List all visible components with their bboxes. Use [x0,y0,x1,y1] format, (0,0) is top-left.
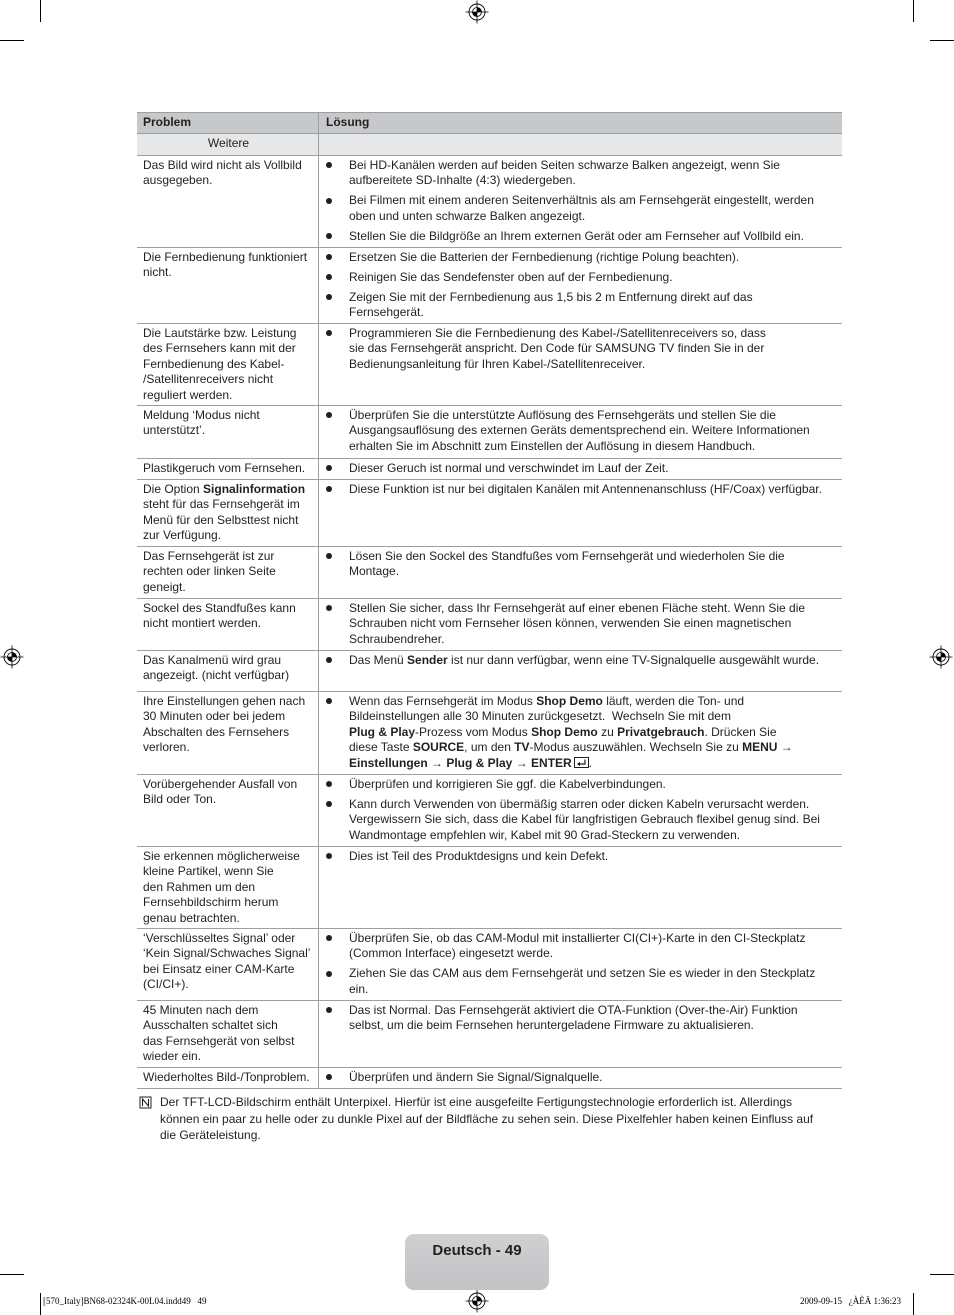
problem-cell [137,599,318,650]
enter-icon [574,757,589,768]
solution-item [319,694,838,772]
solution-item [319,229,838,245]
bullet-icon [326,1007,332,1013]
text-line: kleine Partikel, wenn Sie [143,864,274,878]
text-line: Zeigen Sie mit der Fernbedienung aus 1,5 bis 2 m Entfernung direkt auf das [349,289,753,304]
problem-cell [137,1001,318,1067]
problem-cell [137,406,318,458]
bold-text: Signalinformation [203,481,306,496]
header-problem: Problem [143,114,192,129]
crop-mark [913,0,914,22]
crop-mark [913,1293,914,1315]
text-line: Die Fernbedienung funktioniert [143,249,308,264]
text-line: oben und unten schwarze Balken angezeigt. [349,208,586,223]
registration-mark-icon [465,1289,489,1313]
registration-mark-icon [929,645,953,669]
print-slug-file: [570_Italy]BN68-02324K-00L04.indd49 49 [43,1296,207,1306]
bullet-icon [326,198,332,204]
text-line: Kann durch Verwenden von übermäßig starren oder dicken Kabeln verursacht werden. [349,796,810,811]
table-row [137,691,842,774]
solution-item [319,290,838,321]
text-line: selbst, um die beim Fernsehen heruntergeladene Firmware zu aktualisieren. [349,1018,754,1032]
problem-cell [137,248,318,323]
solution-item [319,270,838,286]
table-row [137,546,842,598]
solution-cell [318,1001,842,1067]
text-line: Bildeinstellungen alle 30 Minuten zurückgesetzt. Wechseln Sie mit dem [349,709,731,723]
solution-item [319,653,838,669]
crop-mark [930,1274,954,1275]
text-line: nicht. [143,265,172,279]
crop-mark [0,1274,24,1275]
text-line: ausgegeben. [143,173,213,187]
text-line: Wiederholtes Bild-/Tonproblem. [143,1069,310,1084]
solution-cell [318,547,842,598]
text-line [143,482,314,498]
text-line: ein. [349,981,369,996]
text-segment: zu [597,724,618,739]
text-line: Das Bild wird nicht als Vollbild [143,157,302,172]
table-row [137,650,842,691]
text-line: Ziehen Sie das CAM aus dem Fernsehgerät und setzen Sie es wieder in den Steckplatz [349,966,816,980]
solution-item [319,601,838,648]
table-row [137,1067,842,1089]
text-line: Ihre Einstellungen gehen nach [143,693,306,708]
bold-text: Plug & Play [349,724,416,739]
table-row [137,598,842,650]
text-line: steht für das Fernsehgerät im [143,497,300,511]
text-line: aufbereitete SD-Inhalte (4:3) wiedergeben. [349,173,576,187]
text-segment: ist nur dann verfügbar, wenn eine TV-Signalquelle ausgewählt wurde. [447,652,820,667]
bold-text: TV [514,740,530,754]
solution-item [319,158,838,189]
note-text [160,1094,813,1144]
page-number-label: Deutsch - 49 [432,1242,522,1259]
solution-item [319,326,838,373]
text-line: Das Fernsehgerät ist zur [143,548,275,563]
solution-item [319,797,838,844]
bullet-icon [326,698,332,704]
text-line: Ausgangsauflösung des externen Geräts dementsprechend ein. Weitere Informationen [349,423,810,437]
text-line: bei Einsatz einer CAM-Karte [143,961,295,976]
bullet-icon [326,853,332,859]
solution-cell [318,692,842,774]
solution-item [319,549,838,580]
bold-text: Shop Demo [531,724,598,739]
text-line: Plastikgeruch vom Fernsehen. [143,460,306,475]
text-line: Bei HD-Kanälen werden auf beiden Seiten schwarze Balken angezeigt, wenn Sie [349,157,780,172]
text-line: Schrauben nicht vom Fernseher lösen können, verwenden Sie einen magnetischen [349,616,792,630]
problem-cell [137,1068,318,1088]
text-line: Abschalten des Fernsehers [143,724,290,739]
solution-item [319,931,838,962]
text-line: 30 Minuten oder bei jedem [143,709,286,723]
solution-cell [318,459,842,479]
section-empty-cell [318,134,842,155]
solution-cell [318,480,842,546]
header-solution: Lösung [318,113,842,133]
bold-text: SOURCE [412,740,465,754]
text-line: Dies ist Teil des Produktdesigns und kein Defekt. [349,848,609,863]
registration-mark-icon [465,0,489,24]
text-line: (Common Interface) eingesetzt werde. [349,946,554,960]
bullet-icon [326,412,332,418]
solution-cell [318,775,842,846]
bullet-icon [326,254,332,260]
solution-item [319,1003,838,1034]
note-line: können ein paar zu helle oder zu dunkle Pixel auf der Bildfläche zu sehen sein. Diese Pixelfehler haben keinen Einfluss auf [160,1111,814,1126]
solution-cell [318,324,842,405]
solution-item [319,408,838,455]
text-line: Fernsehgerät. [349,305,424,319]
bold-text: Shop Demo [536,693,603,708]
text-line [349,740,838,756]
text-line: Bild oder Ton. [143,792,217,806]
text-line: Sie erkennen möglicherweise [143,848,300,863]
text-line: sie das Fernsehgerät anspricht. Den Code für SAMSUNG TV finden Sie in der [349,341,765,355]
note-icon [139,1096,152,1109]
text-line: Programmieren Sie die Fernbedienung des Kabel-/Satellitenreceivers so, dass [349,325,766,340]
table-row [137,155,842,247]
text-line: Ersetzen Sie die Batterien der Fernbedienung (richtige Polung beachten). [349,249,740,264]
problem-cell [137,929,318,1000]
bullet-icon [326,935,332,941]
table-row [137,928,842,1000]
bold-text: Sender [407,652,448,667]
text-line: Überprüfen Sie die unterstützte Auflösung des Fernsehgeräts und stellen Sie die [349,407,776,422]
bullet-icon [326,1074,332,1080]
text-line: Menü für den Selbsttest nicht [143,512,299,527]
table-row [137,846,842,928]
text-line: rechten oder linken Seite [143,564,276,578]
table-header-row [137,112,842,133]
text-line: ‘Kein Signal/Schwaches Signal’ [143,946,311,960]
text-line: Überprüfen Sie, ob das CAM-Modul mit installierter CI(CI+)-Karte in den CI-Steckplatz [349,930,806,945]
bullet-icon [326,486,332,492]
text-segment: läuft, werden die Ton- und [602,693,745,708]
text-line: nicht montiert werden. [143,616,262,630]
text-line: Die Lautstärke bzw. Leistung [143,325,297,340]
bullet-icon [326,274,332,280]
text-segment: -Prozess vom Modus [415,724,532,739]
problem-cell [137,847,318,928]
bold-text: Einstellungen → Plug & Play → ENTER [349,755,572,770]
bullet-icon [326,162,332,168]
table-row [137,323,842,405]
table-body [137,155,842,1089]
print-slug-date: 2009-09-15 ¿ÀÈÄ 1:36:23 [800,1296,901,1306]
section-label: Weitere [207,135,250,150]
text-line: Montage. [349,564,400,578]
bullet-icon [326,657,332,663]
troubleshooting-table [137,112,842,1089]
solution-cell [318,156,842,247]
text-line: Vergewissern Sie sich, dass die Kabel für langfristigen Gebrauch flexibel genug sind. Bei [349,812,820,826]
solution-cell [318,599,842,650]
crop-mark [930,40,954,41]
section-row [137,133,842,155]
bullet-icon [326,553,332,559]
table-row [137,479,842,546]
text-line [349,756,838,772]
bullet-icon [326,781,332,787]
text-segment: Wenn das Fernsehgerät im Modus [349,693,537,708]
solution-item [319,250,838,266]
text-line [349,653,838,669]
text-line: zur Verfügung. [143,528,222,542]
registration-mark-icon [0,645,24,669]
text-line: Reinigen Sie das Sendefenster oben auf der Fernbedienung. [349,269,673,284]
text-line [349,694,838,710]
problem-cell [137,547,318,598]
text-line: ‘Verschlüsseltes Signal’ oder [143,930,296,945]
text-line: 45 Minuten nach dem [143,1002,259,1017]
solution-item [319,966,838,997]
crop-mark [40,1293,41,1315]
text-line: Fernbedienung des Kabel- [143,356,285,371]
text-segment: . [588,755,593,770]
text-line: Überprüfen und korrigieren Sie ggf. die Kabelverbindungen. [349,776,666,791]
text-line: Diese Funktion ist nur bei digitalen Kanälen mit Antennenanschluss (HF/Coax) verfügbar. [349,481,822,496]
text-segment: . Drücken Sie [704,724,777,739]
problem-cell [137,324,318,405]
solution-item [319,777,838,793]
bullet-icon [326,330,332,336]
bullet-icon [326,294,332,300]
bullet-icon [326,233,332,239]
text-line: Bei Filmen mit einem anderen Seitenverhältnis als am Fernsehgerät eingestellt, werden [349,193,814,207]
text-segment: , um den [464,740,515,754]
problem-cell [137,459,318,479]
solution-cell [318,651,842,691]
text-line: (CI/CI+). [143,977,189,991]
page-number-tab [405,1234,549,1290]
bullet-icon [326,465,332,471]
text-line: unterstützt’. [143,423,206,437]
solution-item [319,849,838,865]
text-line: Ausschalten schaltet sich [143,1018,278,1032]
table-row [137,774,842,846]
text-segment: -Modus auszuwählen. Wechseln Sie zu [529,740,743,754]
table-row [137,458,842,479]
problem-cell [137,775,318,846]
solution-item [319,1070,838,1086]
text-line: des Fernsehers kann mit der [143,341,296,355]
problem-cell [137,651,318,691]
text-line: geneigt. [143,579,186,594]
solution-cell [318,1068,842,1088]
note-line: Der TFT-LCD-Bildschirm enthält Unterpixel. Hierfür ist eine ausgefeilte Fertigungstechnologie erforderlich ist. Allerdings [160,1095,793,1109]
text-line: verloren. [143,740,190,754]
table-row [137,405,842,458]
text-line: Schraubendreher. [349,631,445,646]
text-line: /Satellitenreceivers nicht [143,372,274,386]
text-line [349,725,838,741]
crop-mark [0,40,24,41]
solution-cell [318,406,842,458]
text-line: Meldung ‘Modus nicht [143,407,260,422]
text-line: Stellen Sie die Bildgröße an Ihrem externen Gerät oder am Fernseher auf Vollbild ein. [349,228,804,243]
bold-text: Privatgebrauch [617,724,705,739]
text-segment: diese Taste [349,740,413,754]
text-line: Fernsehbildschirm herum [143,895,279,909]
bullet-icon [326,971,332,977]
text-line: genau betrachten. [143,910,240,925]
text-line: erhalten Sie im Abschnitt zum Einstellen der Auflösung in diesem Handbuch. [349,438,756,453]
solution-cell [318,248,842,323]
solution-cell [318,847,842,928]
crop-mark [40,0,41,22]
bold-text: MENU → [742,740,793,754]
text-line: das Fernsehgerät von selbst [143,1033,295,1048]
text-line: den Rahmen um den [143,879,256,894]
text-line: Lösen Sie den Sockel des Standfußes vom Fernsehgerät und wiederholen Sie die [349,548,785,563]
text-line: Bedienungsanleitung für Ihren Kabel-/Satellitenreceiver. [349,356,646,371]
text-line: Vorübergehender Ausfall von [143,776,298,791]
text-line: Sockel des Standfußes kann [143,600,296,615]
text-line: Das ist Normal. Das Fernsehgerät aktiviert die OTA-Funktion (Over-the-Air) Funktion [349,1002,798,1017]
solution-item [319,482,838,498]
solution-cell [318,929,842,1000]
bullet-icon [326,605,332,611]
table-row [137,247,842,323]
text-line: Das Kanalmenü wird grau [143,652,282,667]
text-segment: Das Menü [349,652,408,667]
problem-cell [137,692,318,774]
problem-cell [137,480,318,546]
solution-item [319,193,838,224]
problem-cell [137,156,318,247]
text-line: Dieser Geruch ist normal und verschwindet im Lauf der Zeit. [349,460,669,475]
text-line: Überprüfen und ändern Sie Signal/Signalquelle. [349,1069,603,1084]
text-segment: Die Option [143,481,204,496]
note-line: die Geräteleistung. [160,1128,261,1142]
text-line: Stellen Sie sicher, dass Ihr Fernsehgerät auf einer ebenen Fläche steht. Wenn Sie die [349,600,806,615]
bullet-icon [326,801,332,807]
text-line: Wandmontage empfehlen wir, Kabel mit 90 Grad-Steckern zu verwenden. [349,827,741,842]
text-line: angezeigt. (nicht verfügbar) [143,668,290,682]
solution-item [319,461,838,477]
text-line: reguliert werden. [143,387,233,402]
table-row [137,1000,842,1067]
text-line: wieder ein. [143,1049,202,1063]
